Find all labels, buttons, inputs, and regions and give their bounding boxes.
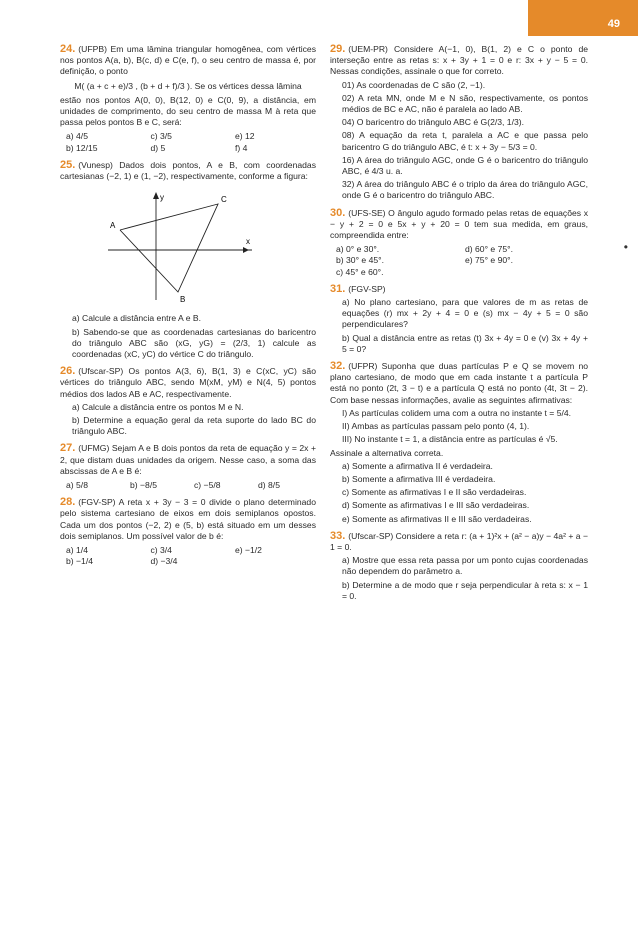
option: c) 3/4 (150, 545, 172, 556)
option: a) 1/4 (66, 545, 88, 556)
question-25 (60, 160, 316, 360)
question-26 (60, 366, 316, 437)
option: c) −5/8 (194, 480, 221, 491)
question-text: (UFMG) Sejam A e B dois pontos da reta de equação y = 2x + 2, que distam duas unidades da origem. Nesse caso, a soma das abscissas de A e B é: (60, 443, 316, 476)
instruction: Assinale a alternativa correta. (330, 447, 444, 458)
axis-label-y: y (160, 193, 164, 203)
coordinate-graph (100, 188, 260, 306)
option: b) −1/4 (66, 556, 93, 567)
option: d) 60° e 75°. (465, 244, 513, 255)
option: e) 75° e 90°. (465, 255, 513, 266)
item-32: 32) A área do triângulo ABC é o triplo da área do triângulo AGC, onde G é o baricentro do triângulo ABC. (342, 179, 588, 201)
question-text: (Ufscar-SP) Os pontos A(3, 6), B(1, 3) e C(xC, yC) são vértices do triângulo ABC, sendo M(xM, yM) e N(4, 5) pontos médios dos lados AB e AC, respectivamente. (60, 366, 316, 399)
point-label-c: C (221, 195, 227, 205)
option: a) 5/8 (66, 480, 88, 491)
option (229, 556, 313, 567)
item-02: 02) A reta MN, onde M e N são, respectivamente, os pontos médios de BC e AC, não é paralela ao lado AB. (342, 92, 588, 115)
sub-item-a: a) Calcule a distância entre os pontos M e N. (72, 401, 244, 412)
sub-item-a: a) Calcule a distância entre A e B. (72, 313, 201, 324)
statement-i: I) As partículas colidem uma com a outra no instante t = 5/4. (342, 407, 572, 418)
point-label-a: A (110, 221, 116, 231)
option: b) −8/5 (130, 480, 157, 491)
option: d) 8/5 (258, 480, 280, 491)
question-28 (60, 497, 316, 567)
question-text: (UFPB) Em uma lâmina triangular homogênea, com vértices nos pontos A(a, b), B(c, d) e C(e, f), o seu centro de massa é, por definição, o ponto (60, 44, 316, 77)
question-text: (FGV-SP) (348, 283, 386, 294)
item-01: 01) As coordenadas de C são (2, −1). (342, 79, 486, 90)
left-column (60, 44, 316, 574)
item-16: 16) A área do triângulo AGC, onde G é o baricentro do triângulo ABC, é 4/3 u. a. (342, 154, 588, 177)
question-text: (UFS-SE) O ângulo agudo formado pelas retas de equações x − y + 2 = 0 e 5x + y + 20 = 0 tem sua medida, em graus, compreendida entre: (330, 207, 588, 241)
question-number: 33. (330, 529, 346, 542)
question-27 (60, 443, 316, 491)
item-08: 08) A equação da reta t, paralela a AC e que passa pelo baricentro G do triângulo ABC, é t: x + 3y − 5/3 = 0. (342, 130, 588, 152)
option: f) 4 (234, 142, 248, 153)
option: c) 3/5 (150, 131, 172, 142)
option: c) 45° e 60°. (336, 266, 384, 277)
sub-item-b: b) Determine a de modo que r seja perpendicular à reta s: x − 1 = 0. (342, 579, 588, 601)
page-corner-band (528, 0, 638, 36)
question-32 (330, 361, 588, 525)
point-label-b: B (180, 295, 186, 305)
question-31 (330, 284, 588, 355)
option: a) Somente a afirmativa II é verdadeira. (342, 460, 493, 471)
question-text: estão nos pontos A(0, 0), B(12, 0) e C(0, 9), a distância, em unidades de comprimento, do seu centro de massa M à reta que passa pelos pontos B e C, será: (60, 94, 316, 128)
option: b) 30° e 45°. (336, 255, 384, 266)
formula: M( (a + c + e)/3 , (b + d + f)/3 ). Se os vértices dessa lâmina (74, 80, 302, 91)
sub-item-a: a) No plano cartesiano, para que valores de m as retas de equações (r) mx + 2y + 4 = 0 e (s) mx − 4y + 5 = 0 são perpendiculares? (342, 297, 588, 330)
sub-item-b: b) Qual a distância entre as retas (t) 3x + 4y = 0 e (v) 3x + 4y + 5 = 0? (342, 332, 588, 354)
sub-item-a: a) Mostre que essa reta passa por um ponto cujas coordenadas não dependem do parâmetro a. (342, 555, 588, 577)
option: e) 12 (234, 131, 255, 142)
option: c) Somente as afirmativas I e II são verdadeiras. (342, 487, 527, 498)
item-04: 04) O baricentro do triângulo ABC é G(2/3, 1/3). (342, 117, 524, 128)
statement-ii: II) Ambas as partículas passam pelo ponto (4, 1). (342, 421, 530, 432)
page-number: 49 (607, 18, 620, 30)
option: d) −3/4 (150, 556, 178, 567)
sub-item-b: b) Sabendo-se que as coordenadas cartesianas do baricentro do triângulo ABC são (xG, yG) = (2/3, 1) calcule as coordenadas (xC, yC) do vértice C do triângulo. (72, 326, 316, 360)
question-33 (330, 531, 588, 602)
question-text: (FGV-SP) A reta x + 3y − 3 = 0 divide o plano determinado pelo sistema cartesiano de eixos em dois semiplanos opostos. Cada um dos pontos (−2, 2) e (5, b) está situado em um desses dois semiplanos. Um possível valor de b é: (60, 497, 316, 541)
question-text: (UFPR) Suponha que duas partículas P e Q se movem no plano cartesiano, de modo que em cada instante t a partícula P está no ponto (2t, 3 − t) e a partícula Q está no ponto (4t, 3t − 2). Com base nessas informações, avalie as seguintes afirmativas: (330, 361, 588, 405)
right-column (330, 44, 588, 608)
question-number: 29. (330, 43, 346, 55)
axis-label-x: x (246, 237, 250, 247)
question-number: 32. (330, 360, 346, 373)
question-29 (330, 44, 588, 202)
margin-mark-icon: • (623, 240, 628, 254)
option: b) 12/15 (66, 142, 98, 153)
option: d) 5 (150, 142, 166, 153)
question-30 (330, 208, 588, 278)
question-number: 28. (60, 496, 76, 509)
option: b) Somente a afirmativa III é verdadeira. (342, 473, 496, 484)
question-text: (UEM-PR) Considere A(−1, 0), B(1, 2) e C o ponto de interseção entre as retas s: x + 3y + 1 = 0 e r: 3x + y − 5 = 0. Nessas condições, assinale o que for correto. (330, 44, 588, 77)
question-number: 30. (330, 206, 346, 219)
question-number: 27. (60, 442, 76, 455)
question-text: (Vunesp) Dados dois pontos, A e B, com coordenadas cartesianas (−2, 1) e (1, −2), respectivamente, conforme a figura: (60, 159, 316, 182)
question-number: 31. (330, 282, 346, 295)
option: a) 4/5 (66, 131, 88, 142)
question-number: 26. (60, 365, 76, 378)
option: a) 0° e 30°. (336, 244, 380, 255)
question-text: (Ufscar-SP) Considere a reta r: (a + 1)²x + (a² − a)y − 4a² + a − 1 = 0. (330, 530, 588, 552)
sub-item-b: b) Determine a equação geral da reta suporte do lado BC do triângulo ABC. (72, 415, 316, 437)
option: e) Somente as afirmativas II e III são verdadeiras. (342, 513, 532, 524)
question-number: 25. (60, 158, 76, 171)
question-24 (60, 44, 316, 154)
statement-iii: III) No instante t = 1, a distância entre as partículas é √5. (342, 434, 558, 445)
option: d) Somente as afirmativas I e III são verdadeiras. (342, 500, 530, 511)
question-number: 24. (60, 43, 76, 55)
option: e) −1/2 (234, 545, 262, 556)
